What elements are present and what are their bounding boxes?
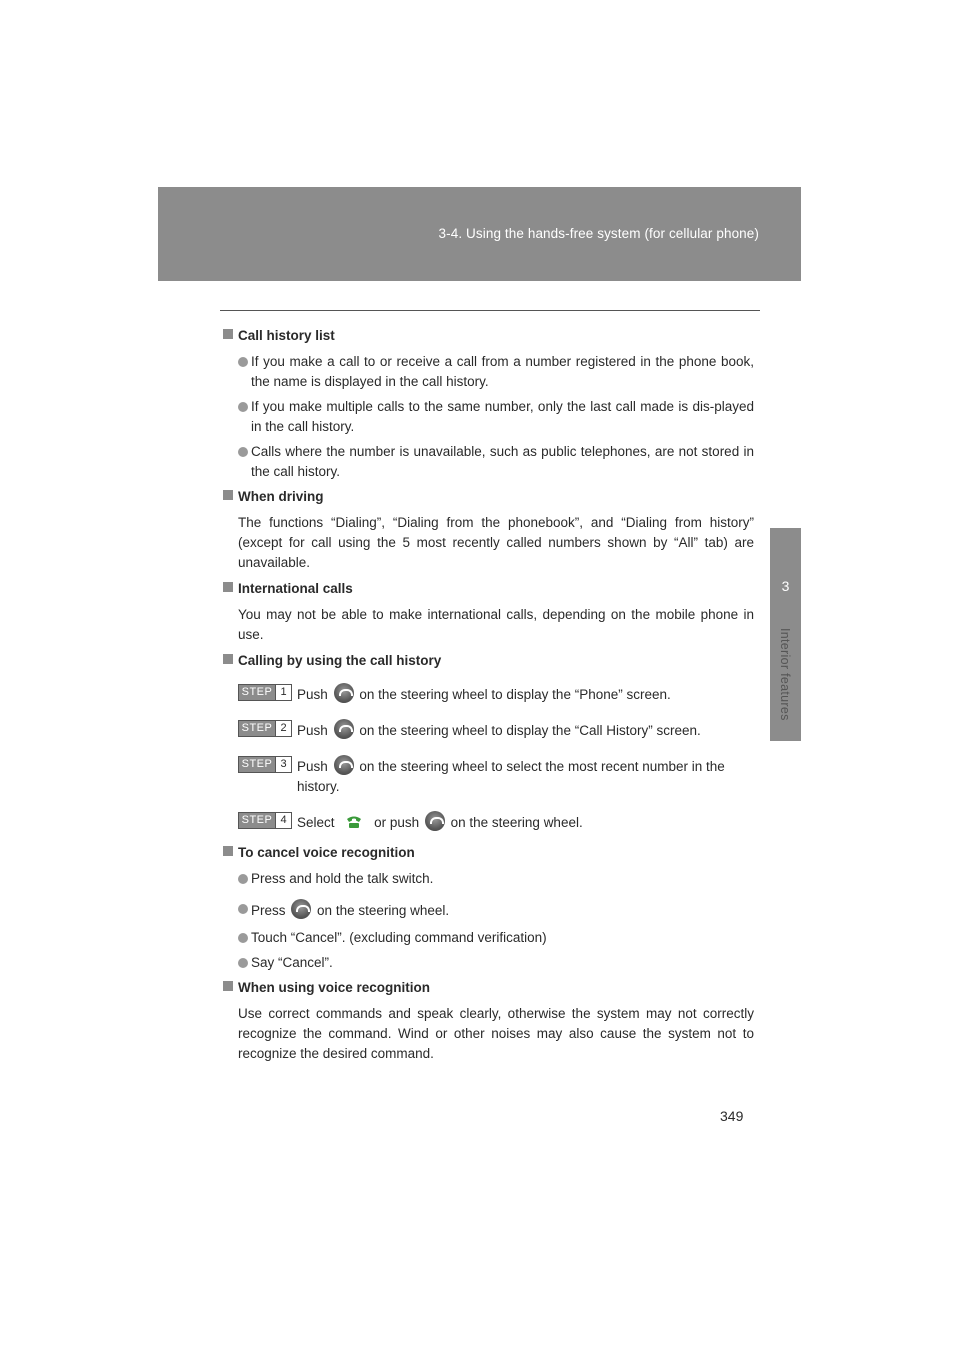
steering-switch-icon — [291, 899, 311, 919]
heading-when-driving: When driving — [223, 487, 754, 507]
steering-switch-icon — [334, 719, 354, 739]
heading-international: International calls — [223, 579, 754, 599]
paragraph: Use correct commands and speak clearly, otherwise the system may not correctly recognize the command. Wind or other noises may also cause the system not to recognize the desired command. — [238, 1006, 754, 1061]
round-bullet-icon — [238, 874, 248, 884]
heading-call-history: Call history list — [223, 326, 754, 346]
list-item: Press and hold the talk switch. — [223, 869, 754, 889]
heading-calling-history: Calling by using the call history — [223, 651, 754, 671]
round-bullet-icon — [238, 958, 248, 968]
list-item: Press on the steering wheel. — [223, 899, 754, 921]
heading-using-voice: When using voice recognition — [223, 978, 754, 998]
list-item: Calls where the number is unavailable, such as public telephones, are not stored in the call history. — [223, 442, 754, 482]
chapter-label: Interior features — [778, 628, 792, 721]
steering-switch-icon — [334, 683, 354, 703]
paragraph: You may not be able to make international calls, depending on the mobile phone in use. — [238, 607, 754, 642]
page-number: 349 — [720, 1108, 744, 1124]
square-bullet-icon — [223, 981, 233, 991]
heading-cancel-voice: To cancel voice recognition — [223, 843, 754, 863]
step-3: STEP 3 Push on the steering wheel to select the most recent number in the history. — [223, 755, 754, 797]
step-4: STEP 4 Select or push on the steering wheel. — [223, 811, 754, 833]
page-content — [223, 326, 754, 1070]
divider-rule — [220, 310, 760, 311]
paragraph: The functions “Dialing”, “Dialing from the phonebook”, and “Dialing from history” (except for call using the 5 most recently called numbers shown by “All” tab) are unavailable. — [238, 515, 754, 570]
list-item: If you make a call to or receive a call from a number registered in the phone book, the name is displayed in the call history. — [223, 352, 754, 392]
header-band — [158, 187, 801, 281]
round-bullet-icon — [238, 402, 248, 412]
square-bullet-icon — [223, 490, 233, 500]
step-badge: STEP 3 — [238, 756, 292, 773]
round-bullet-icon — [238, 904, 248, 914]
steering-switch-icon — [334, 755, 354, 775]
square-bullet-icon — [223, 582, 233, 592]
step-badge: STEP 1 — [238, 684, 292, 701]
round-bullet-icon — [238, 357, 248, 367]
step-2: STEP 2 Push on the steering wheel to display the “Call History” screen. — [223, 719, 754, 741]
square-bullet-icon — [223, 846, 233, 856]
round-bullet-icon — [238, 447, 248, 457]
square-bullet-icon — [223, 329, 233, 339]
list-item: Touch “Cancel”. (excluding command verification) — [223, 928, 754, 948]
section-title: 3-4. Using the hands-free system (for cellular phone) — [438, 226, 759, 241]
step-1: STEP 1 Push on the steering wheel to display the “Phone” screen. — [223, 683, 754, 705]
chapter-number: 3 — [781, 578, 790, 594]
list-item: Say “Cancel”. — [223, 953, 754, 973]
round-bullet-icon — [238, 933, 248, 943]
steering-switch-icon — [425, 811, 445, 831]
phone-icon — [344, 814, 364, 830]
square-bullet-icon — [223, 654, 233, 664]
step-badge: STEP 2 — [238, 720, 292, 737]
list-item: If you make multiple calls to the same number, only the last call made is dis-played in the call history. — [223, 397, 754, 437]
step-badge: STEP 4 — [238, 812, 292, 829]
